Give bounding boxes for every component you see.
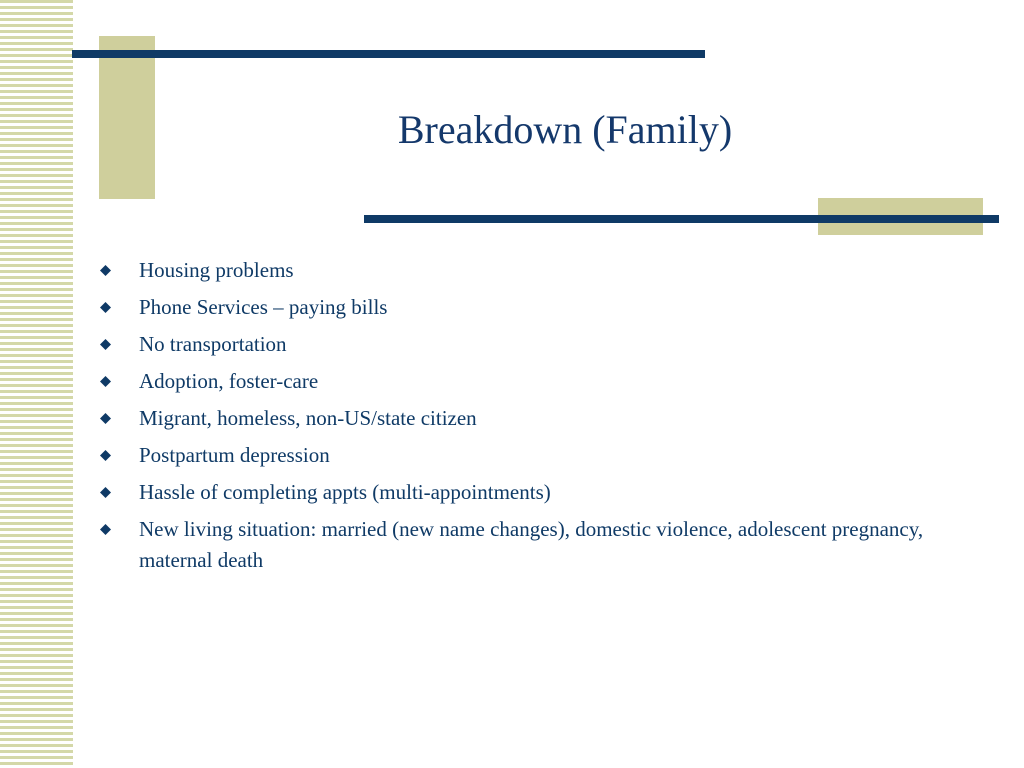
bullet-text: No transportation	[139, 332, 287, 356]
bullet-item	[100, 329, 980, 360]
bullet-text: New living situation: married (new name changes), domestic violence, adolescent pregnancy, maternal death	[139, 517, 924, 572]
bullet-list	[100, 255, 980, 582]
slide-title: Breakdown (Family)	[397, 107, 733, 152]
bullet-item	[100, 403, 980, 434]
bullet-item	[100, 477, 980, 508]
bullet-text: Phone Services – paying bills	[139, 295, 388, 319]
decorative-navy-line-bottom	[364, 215, 999, 223]
diamond-bullet-icon	[100, 339, 111, 350]
diamond-bullet-icon	[100, 376, 111, 387]
bullet-item	[100, 440, 980, 471]
bullet-item	[100, 366, 980, 397]
bullet-item	[100, 514, 980, 576]
decorative-stripes	[0, 0, 73, 768]
diamond-bullet-icon	[100, 487, 111, 498]
diamond-bullet-icon	[100, 302, 111, 313]
bullet-item	[100, 292, 980, 323]
bullet-text: Housing problems	[139, 258, 294, 282]
diamond-bullet-icon	[100, 524, 111, 535]
diamond-bullet-icon	[100, 450, 111, 461]
decorative-navy-line-top	[72, 50, 705, 58]
bullet-text: Postpartum depression	[139, 443, 330, 467]
decorative-tan-block-top	[99, 36, 155, 199]
bullet-item	[100, 255, 980, 286]
bullet-text: Adoption, foster-care	[139, 369, 319, 393]
diamond-bullet-icon	[100, 265, 111, 276]
diamond-bullet-icon	[100, 413, 111, 424]
bullet-text: Hassle of completing appts (multi-appointments)	[139, 480, 551, 504]
bullet-text: Migrant, homeless, non-US/state citizen	[139, 406, 477, 430]
